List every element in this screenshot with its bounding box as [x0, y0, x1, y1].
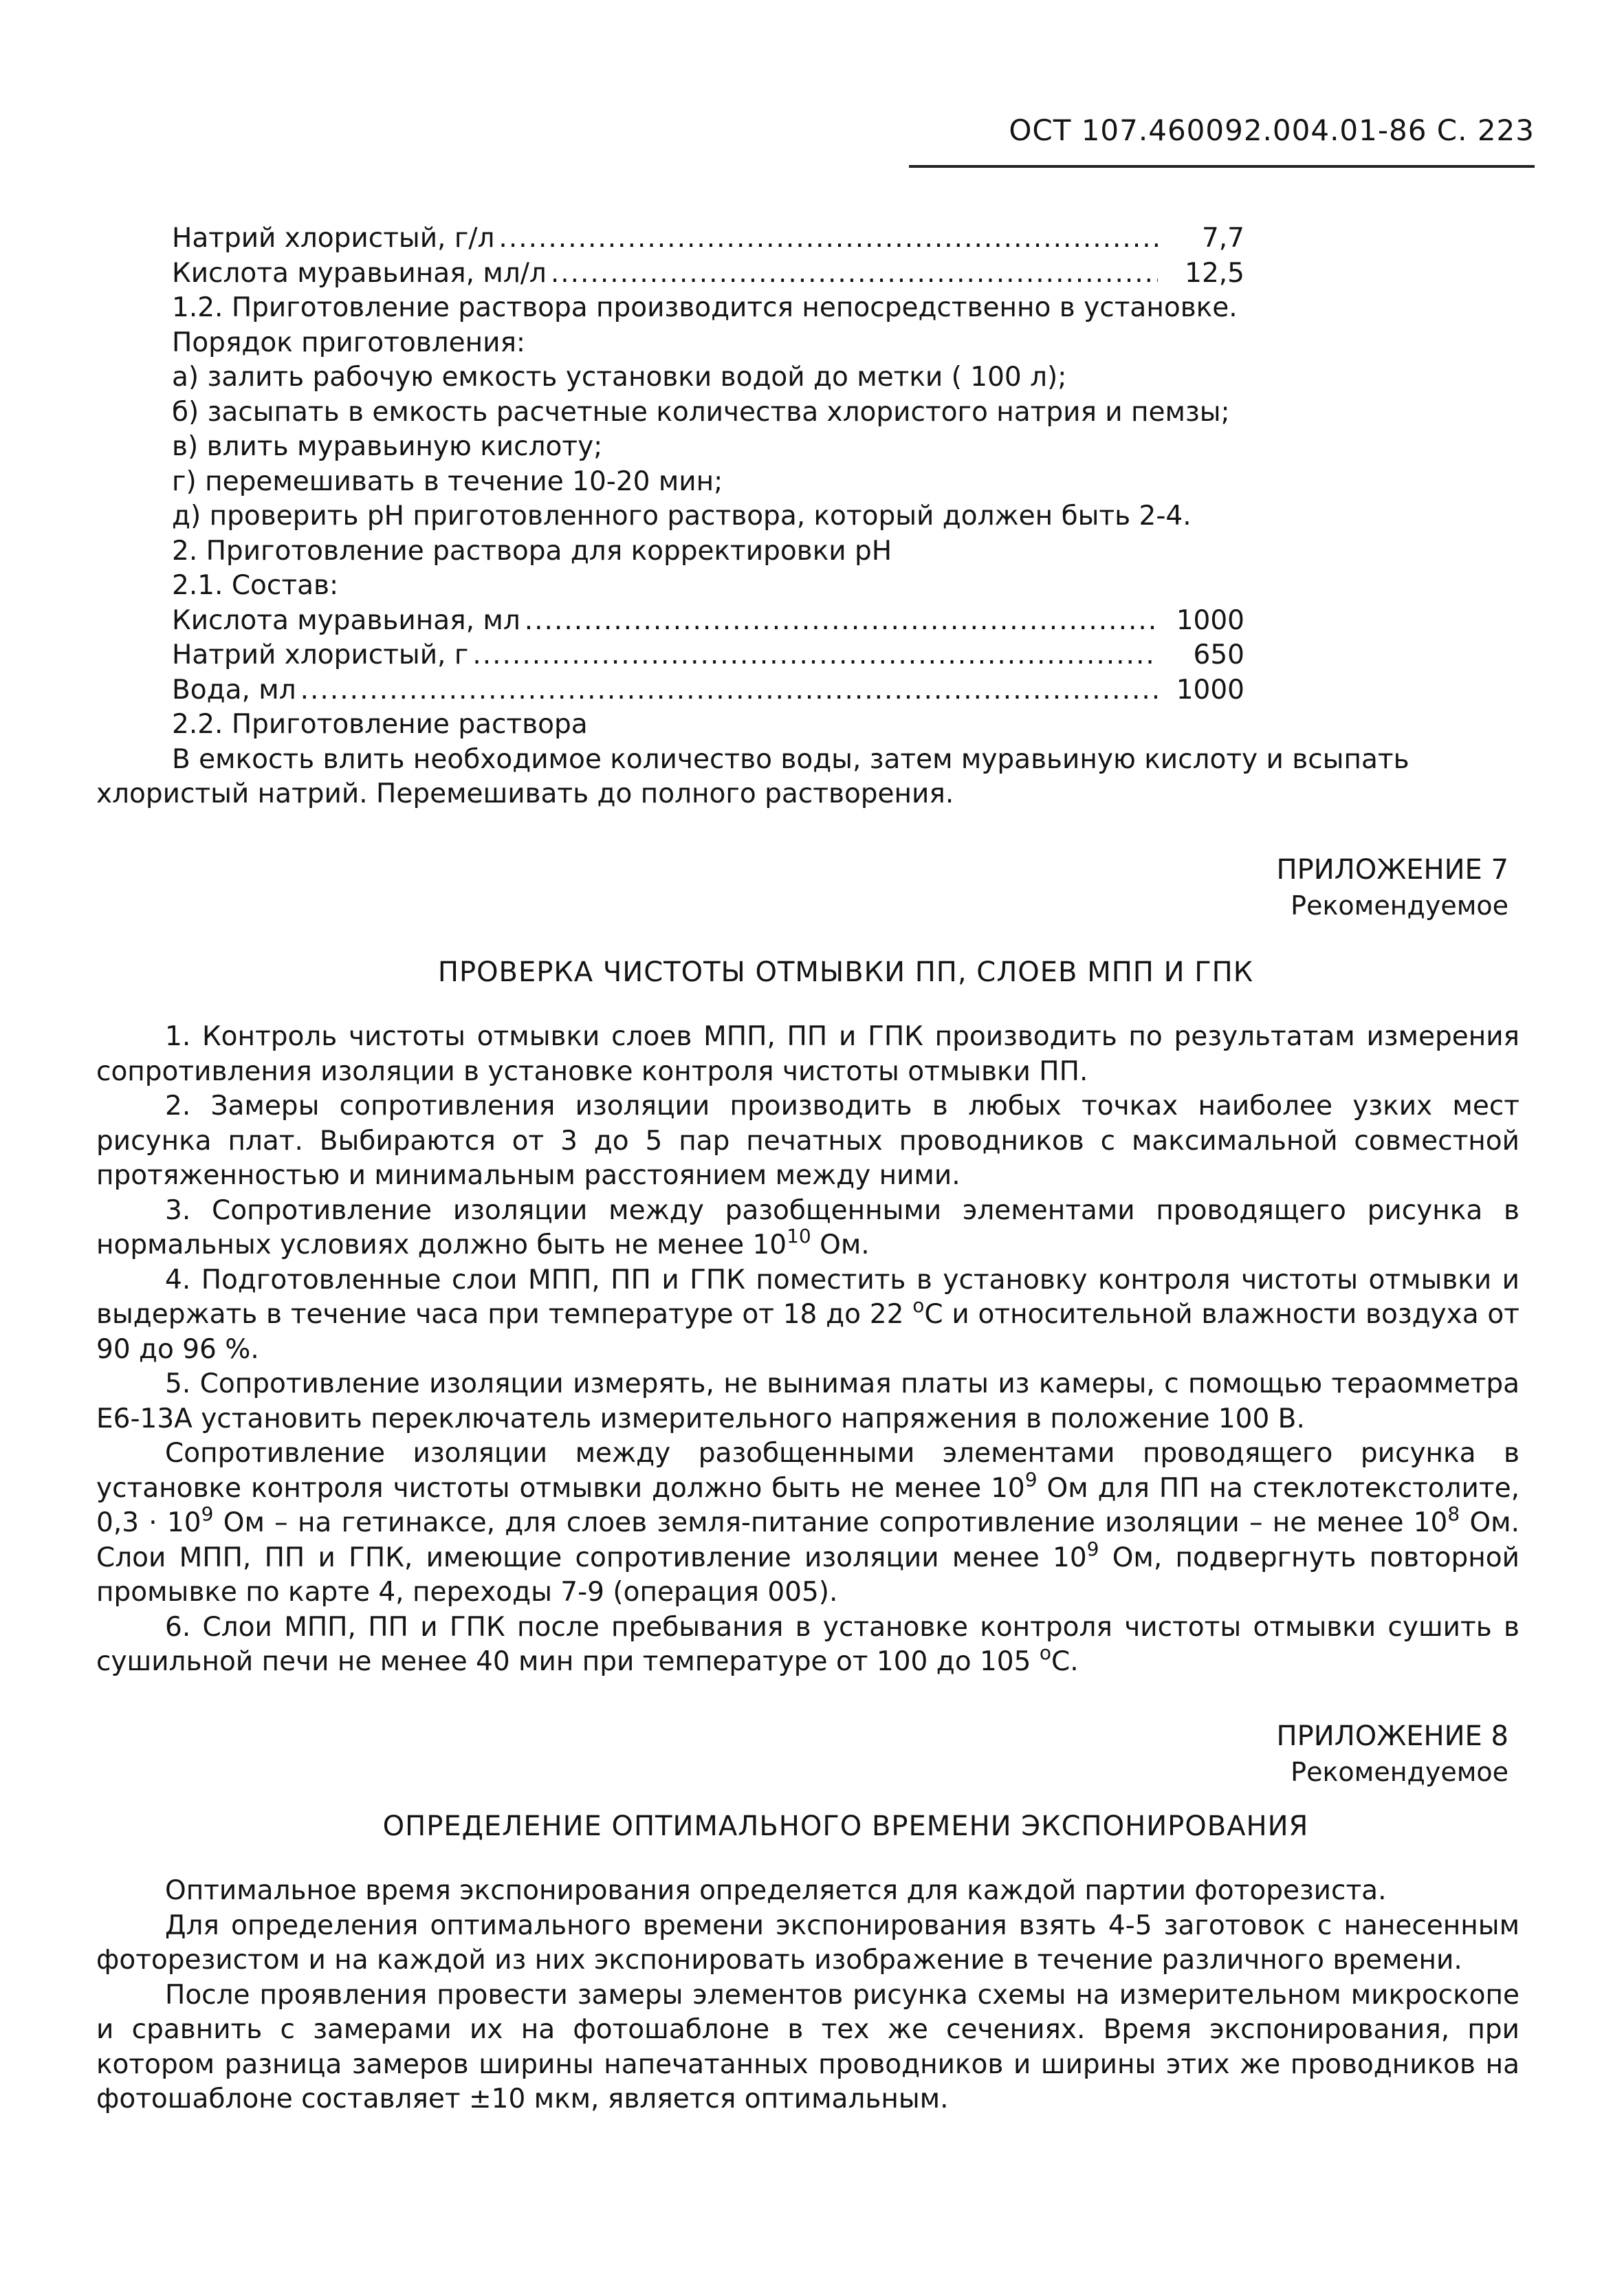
- appendix-label: ПРИЛОЖЕНИЕ 7: [1276, 853, 1508, 886]
- prep2-text: В емкость влить необходимое количество воды, затем муравьиную кислоту и всыпать: [172, 743, 1409, 775]
- composition-label: Кислота муравьиная, мл/л: [172, 257, 547, 289]
- composition-value: 1000: [1176, 674, 1244, 706]
- leader-dots: [551, 256, 1158, 292]
- prep-order: Порядок приготовления:: [172, 327, 526, 358]
- composition-label: Кислота муравьиная, мл: [172, 604, 520, 636]
- degree-sign: o: [912, 1294, 925, 1317]
- exponent: 10: [787, 1225, 811, 1247]
- appendix-7-body: [96, 1020, 1519, 1680]
- prep-step: а) залить рабочую емкость установки водой до метки ( 100 л);: [172, 362, 1067, 393]
- prep2-text: хлористый натрий. Перемешивать до полного растворения.: [96, 778, 954, 809]
- paragraph: 1. Контроль чистоты отмывки слоев МПП, ПП и ГПК производить по результатам измерения сопротивления изоляции в установке контроля чистоты отмывки ПП.: [96, 1021, 1519, 1087]
- prep-step: г) перемешивать в течение 10-20 мин;: [172, 466, 723, 497]
- paragraph: Сопротивление изоляции между разобщенными элементами проводящего рисунка в установке контроля чистоты отмывки должно быть не менее $10^9$ Ом для ПП на стеклотекстолите, $0,3 \cdot 10^9$ Ом – на гетинаксе, для слоев земля-питание сопротивление изоляции – не менее $10^8$ Ом. Слои МПП, ПП и ГПК, имеющие сопротивление изоляции менее $10^9$ Ом, подвергнуть повторной промывке по карте 4, переходы 7-9 (операция 005).: [96, 1438, 1520, 1608]
- exponent: 9: [201, 1502, 214, 1525]
- page-content: [96, 221, 1520, 2117]
- prep-step: б) засыпать в емкость расчетные количества хлористого натрия и пемзы;: [172, 396, 1230, 428]
- appendix-status: Рекомендуемое: [1291, 1756, 1508, 1787]
- composition-value: 650: [1193, 639, 1244, 670]
- degree-sign: o: [1039, 1641, 1051, 1664]
- paragraph: Оптимальное время экспонирования определяется для каждой партии фоторезиста.: [165, 1875, 1387, 1906]
- composition-value: 1000: [1176, 604, 1244, 636]
- leader-dots: [472, 638, 1158, 673]
- composition-row: [172, 638, 1244, 673]
- composition-value: 7,7: [1201, 223, 1244, 254]
- composition-value: 12,5: [1185, 257, 1244, 289]
- exponent: 8: [1447, 1502, 1460, 1525]
- page-header: [909, 113, 1535, 168]
- paragraph: 3. Сопротивление изоляции между разобщенными элементами проводящего рисунка в нормальных условиях должно быть не менее $10^{10}$ Ом.: [96, 1194, 1519, 1260]
- prep-title: 1.2. Приготовление раствора производится непосредственно в установке.: [172, 292, 1238, 323]
- paragraph: 6. Слои МПП, ПП и ГПК после пребывания в установке контроля чистоты отмывки сушить в сушильной печи не менее 40 мин при температуре от 100 до 105 $^o$С.: [96, 1611, 1519, 1677]
- appendix-7-heading: [172, 852, 1519, 923]
- composition-row: [172, 673, 1244, 708]
- appendix-8-heading: [172, 1718, 1519, 1790]
- leader-dots: [498, 221, 1158, 256]
- tolerance-value: ±10: [468, 2084, 526, 2114]
- leader-dots: [525, 604, 1158, 639]
- document-code: ОСТ 107.460092.004.01-86 С. 223: [1009, 113, 1535, 147]
- leader-dots: [300, 673, 1158, 708]
- composition-row: [172, 221, 1244, 256]
- exponent: 9: [1024, 1467, 1038, 1491]
- prep-step: в) влить муравьиную кислоту;: [172, 431, 603, 462]
- appendix-8-body: [96, 1874, 1519, 2117]
- prep2-sub: 2.1. Состав:: [172, 570, 339, 601]
- section-title: ОПРЕДЕЛЕНИЕ ОПТИМАЛЬНОГО ВРЕМЕНИ ЭКСПОНИРОВАНИЯ: [382, 1810, 1309, 1842]
- composition-row: [172, 604, 1244, 639]
- paragraph: 5. Сопротивление изоляции измерять, не вынимая платы из камеры, с помощью тераомметра Е6-13А установить переключатель измерительного напряжения в положение 100 В.: [96, 1368, 1519, 1434]
- prep-step: д) проверить pH приготовленного раствора, который должен быть 2-4.: [172, 501, 1192, 532]
- section-title: ПРОВЕРКА ЧИСТОТЫ ОТМЫВКИ ПП, СЛОЕВ МПП И ГПК: [437, 956, 1254, 988]
- composition-row: [172, 256, 1244, 292]
- exponent: 9: [1086, 1537, 1099, 1560]
- appendix-status: Рекомендуемое: [1291, 890, 1508, 921]
- composition-label: Вода, мл: [172, 674, 296, 706]
- prep2-title: 2. Приготовление раствора для корректировки pH: [172, 535, 892, 567]
- prep2-sub2: 2.2. Приготовление раствора: [172, 709, 588, 740]
- paragraph: 2. Замеры сопротивления изоляции производить в любых точках наиболее узких мест рисунка плат. Выбираются от 3 до 5 пар печатных проводников с максимальной совместной протяженностью и минимальным расстоянием между ними.: [96, 1091, 1519, 1191]
- composition-label: Натрий хлористый, г/л: [172, 223, 495, 254]
- paragraph: 4. Подготовленные слои МПП, ПП и ГПК поместить в установку контроля чистоты отмывки и выдержать в течение часа при температуре от 18 до 22 $^o$С и относительной влажности воздуха от 90 до 96 %.: [96, 1264, 1519, 1365]
- paragraph: Для определения оптимального времени экспонирования взять 4-5 заготовок с нанесенным фоторезистом и на каждой из них экспонировать изображение в течение различного времени.: [96, 1910, 1519, 1976]
- composition-label: Натрий хлористый, г: [172, 639, 469, 670]
- paragraph: После проявления провести замеры элементов рисунка схемы на измерительном микроскопе и сравнить с замерами их на фотошаблоне в тех же сечениях. Время экспонирования, при котором разница замеров ширины напечатанных проводников и ширины этих же проводников на фотошаблоне составляет ±10 мкм, является оптимальным.: [96, 1979, 1519, 2114]
- appendix-label: ПРИЛОЖЕНИЕ 8: [1276, 1720, 1508, 1752]
